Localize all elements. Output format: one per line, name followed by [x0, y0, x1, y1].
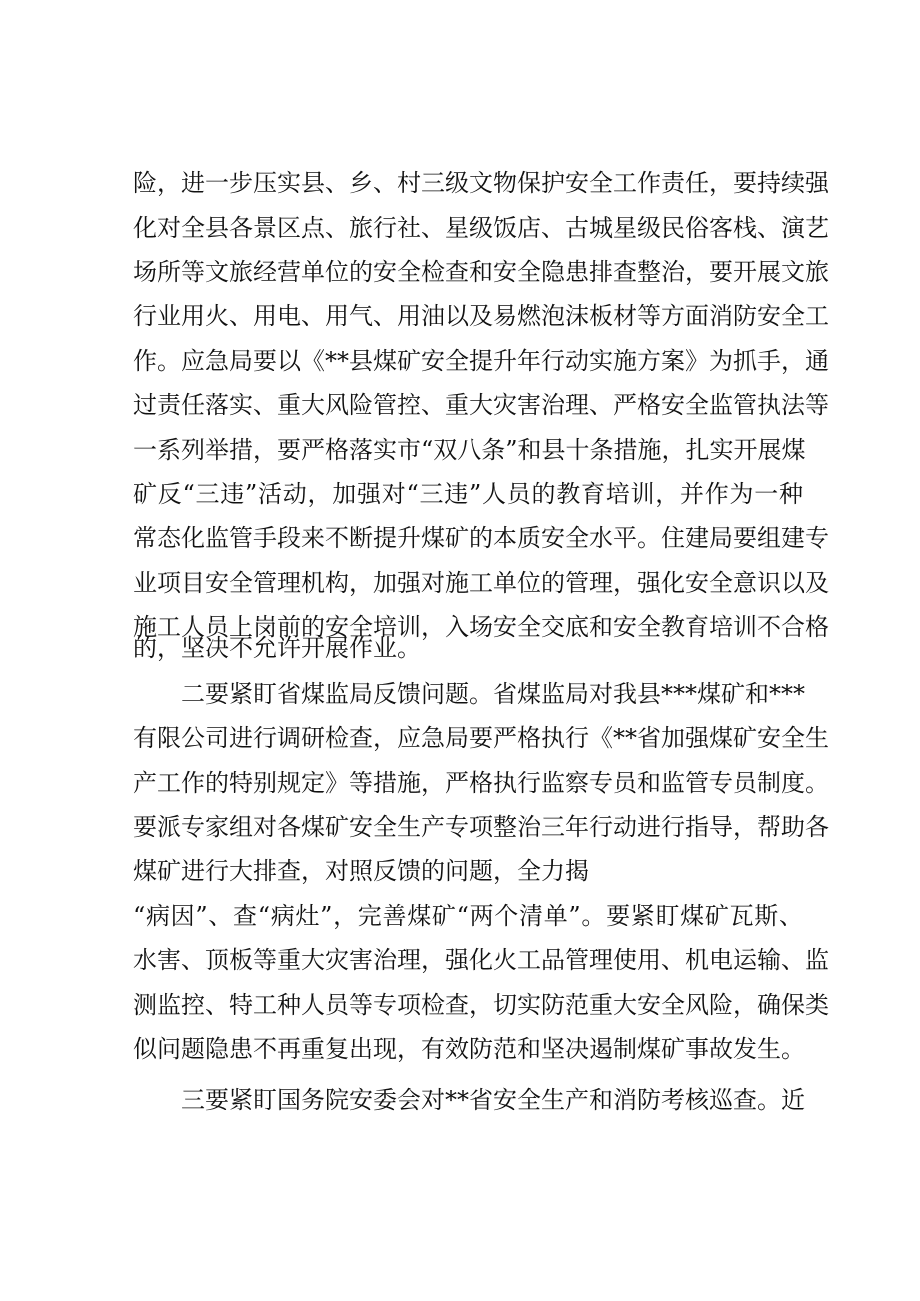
text-line: 化对全县各景区点、旅行社、星级饭店、古城星级民俗客栈、演艺 — [133, 214, 829, 242]
text-line: 煤矿进行大排查，对照反馈的问题，全力揭 — [133, 857, 589, 885]
text-line: 要派专家组对各煤矿安全生产专项整治三年行动进行指导，帮助各 — [133, 813, 829, 841]
text-line: 测监控、特工种人员等专项检查，切实防范重大安全风险，确保类 — [133, 991, 829, 1019]
text-line: 常态化监管手段来不断提升煤矿的本质安全水平。住建局要组建专 — [133, 524, 829, 552]
text-line: 业项目安全管理机构，加强对施工单位的管理，强化安全意识以及 — [133, 569, 829, 597]
text-line: “病因”、查“病灶”，完善煤矿“两个清单”。要紧盯煤矿瓦斯、 — [133, 902, 803, 930]
text-line: 产工作的特别规定》等措施，严格执行监察专员和监管专员制度。 — [133, 769, 829, 797]
text-line: 水害、顶板等重大灾害治理，强化火工品管理使用、机电运输、监 — [133, 946, 829, 974]
text-line-last: 似问题隐患不再重复出现，有效防范和坚决遏制煤矿事故发生。 — [133, 1035, 805, 1063]
text-line-last: 的，坚决不允许开展作业。 — [133, 634, 421, 662]
text-line: 险，进一步压实县、乡、村三级文物保护安全工作责任，要持续强 — [133, 169, 829, 197]
text-line: 一系列举措，要严格落实市“双八条”和县十条措施，扎实开展煤 — [133, 436, 806, 464]
text-line: 作。应急局要以《**县煤矿安全提升年行动实施方案》为抓手，通 — [133, 347, 829, 375]
text-line: 有限公司进行调研检查，应急局要严格执行《**省加强煤矿安全生 — [133, 724, 829, 752]
paragraph-3-first-line: 三要紧盯国务院安委会对**省安全生产和消防考核巡查。近 — [181, 1086, 805, 1114]
text-line: 场所等文旅经营单位的安全检查和安全隐患排查整治，要开展文旅 — [133, 258, 829, 286]
paragraph-2-first-line: 二要紧盯省煤监局反馈问题。省煤监局对我县***煤矿和*** — [181, 680, 805, 708]
text-line: 施工人员上岗前的安全培训，入场安全交底和安全教育培训不合格 — [133, 613, 829, 641]
text-line: 矿反“三违”活动，加强对“三违”人员的教育培训，并作为一种 — [133, 480, 803, 508]
text-line: 过责任落实、重大风险管控、重大灾害治理、严格安全监管执法等 — [133, 391, 829, 419]
text-line: 行业用火、用电、用气、用油以及易燃泡沫板材等方面消防安全工 — [133, 302, 829, 330]
